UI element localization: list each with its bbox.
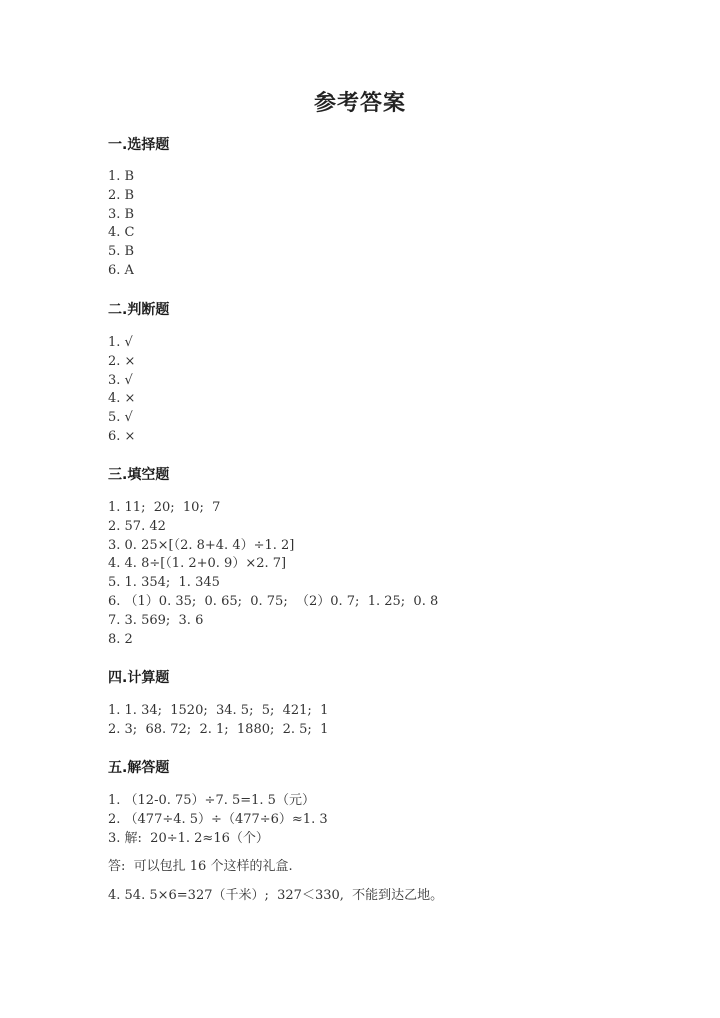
list-item: 2. ×: [108, 353, 136, 369]
list-item: 4. ×: [108, 391, 136, 407]
list-item: 4. C: [108, 225, 135, 241]
choice-answer-list: [108, 168, 134, 281]
section-heading-calculation: 四.计算题: [108, 670, 170, 686]
list-item: 2. 57. 42: [108, 518, 166, 534]
section-heading-choice: 一.选择题: [108, 137, 170, 153]
list-item: 1. 1. 34; 1520; 34. 5; 5; 421; 1: [108, 703, 329, 718]
list-item: 3. 解: 20÷1. 2≈16（个）: [108, 830, 269, 846]
list-item: 1. 11; 20; 10; 7: [108, 500, 221, 515]
list-item: 3. √: [108, 372, 133, 388]
list-item: 2. B: [108, 187, 135, 203]
section-heading-judgement: 二.判断题: [108, 302, 170, 318]
list-item: 6. A: [108, 262, 134, 278]
list-item: 2. 3; 68. 72; 2. 1; 1880; 2. 5; 1: [108, 721, 329, 737]
fill-blank-answer-list: [108, 499, 438, 649]
list-item: 3. B: [108, 206, 135, 222]
list-item: 2. （477÷4. 5）÷（477÷6）≈1. 3: [108, 811, 328, 827]
list-item: 6. ×: [108, 428, 136, 444]
list-item: 3. 0. 25×[（2. 8+4. 4）÷1. 2]: [108, 537, 295, 553]
list-item: 4. 4. 8÷[（1. 2+0. 9）×2. 7]: [108, 556, 287, 572]
judgement-answer-list: [108, 334, 135, 447]
calculation-answer-list: [108, 702, 328, 740]
list-item: 8. 2: [108, 631, 133, 647]
section-heading-word-problems: 五.解答题: [108, 760, 170, 776]
list-item: 7. 3. 569; 3. 6: [108, 612, 204, 628]
section-heading-fill-blank: 三.填空题: [108, 467, 170, 483]
list-item: 答: 可以包扎 16 个这样的礼盒.: [108, 859, 293, 875]
list-item: 1. B: [108, 169, 135, 184]
list-item: 1. √: [108, 335, 133, 350]
list-item: 5. B: [108, 244, 135, 260]
list-item: 4. 54. 5×6=327（千米）; 327＜330, 不能到达乙地。: [108, 888, 444, 904]
word-problem-answer-list: [108, 792, 443, 906]
list-item: 6. （1）0. 35; 0. 65; 0. 75; （2）0. 7; 1. 25; 0. 8: [108, 593, 439, 609]
list-item: 5. √: [108, 410, 133, 426]
list-item: 1. （12-0. 75）÷7. 5=1. 5（元）: [108, 793, 315, 808]
list-item: 5. 1. 354; 1. 345: [108, 575, 220, 591]
page-title: 参考答案: [313, 91, 406, 116]
